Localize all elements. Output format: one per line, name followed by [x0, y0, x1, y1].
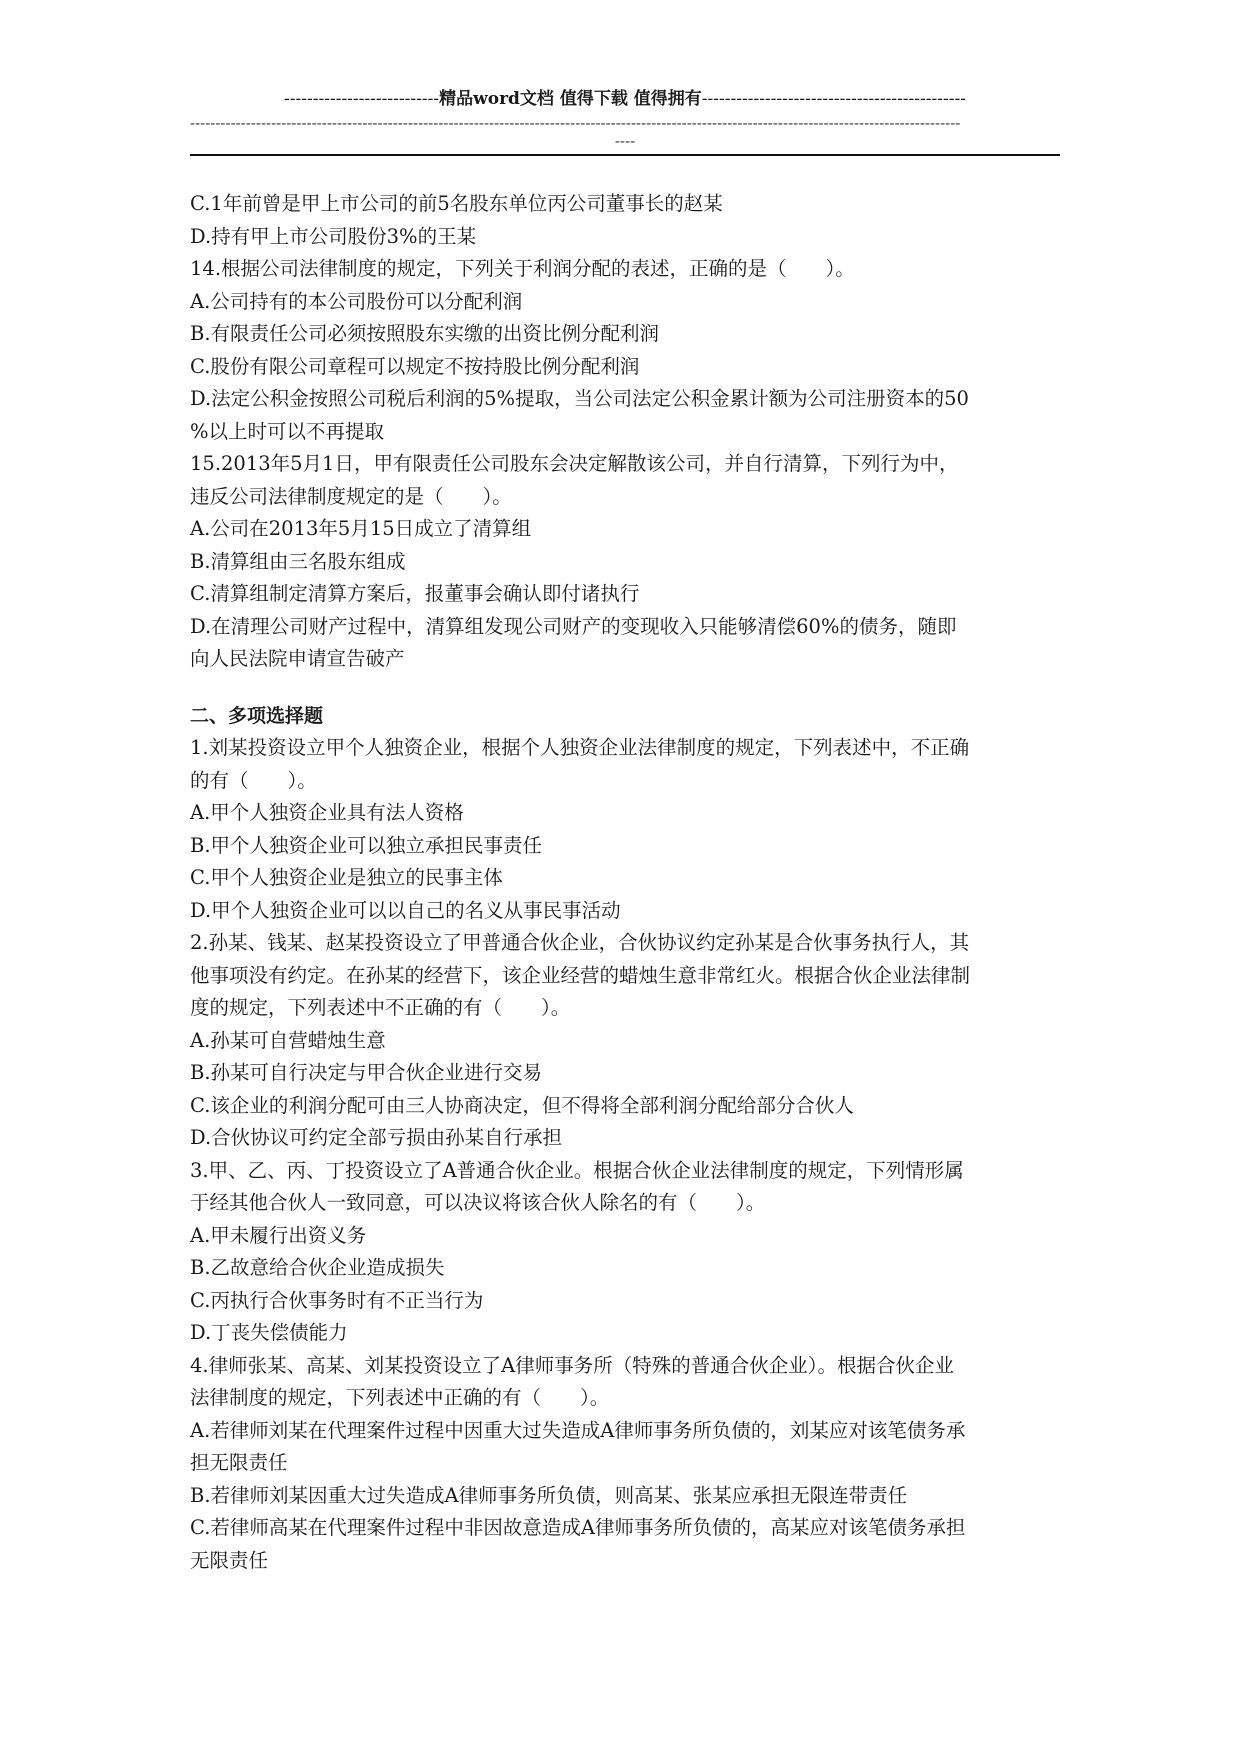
text-line: B.清算组由三名股东组成: [190, 549, 406, 573]
text-line: D.甲个人独资企业可以以自己的名义从事民事活动: [190, 898, 621, 922]
text-line: C.清算组制定清算方案后，报董事会确认即付诸执行: [190, 582, 640, 605]
text-line: A.甲个人独资企业具有法人资格: [190, 801, 464, 824]
text-line: 违反公司法律制度规定的是（ ）。: [190, 484, 512, 508]
text-line: 4.律师张某、高某、刘某投资设立了A律师事务所（特殊的普通合伙企业）。根据合伙企业: [190, 1353, 954, 1377]
text-line: D.合伙协议可约定全部亏损由孙某自行承担: [190, 1126, 563, 1149]
document-body: [190, 188, 1060, 1577]
header-rule: [190, 154, 1060, 156]
text-line: 于经其他合伙人一致同意，可以决议将该合伙人除名的有（ ）。: [190, 1191, 766, 1214]
single-choice-continued: [190, 188, 1060, 676]
text-line: B.孙某可自行决定与甲合伙企业进行交易: [190, 1061, 543, 1084]
header-dash-tail: ----: [614, 132, 636, 150]
text-line: 担无限责任: [190, 1451, 288, 1474]
text-line: 3.甲、乙、丙、丁投资设立了A普通合伙企业。根据合伙企业法律制度的规定，下列情形属: [190, 1158, 964, 1182]
text-line: A.甲未履行出资义务: [190, 1223, 367, 1247]
text-line: %以上时可以不再提取: [190, 419, 385, 443]
text-line: A.公司在2013年5月15日成立了清算组: [190, 517, 532, 540]
text-line: A.孙某可自营蜡烛生意: [190, 1028, 386, 1052]
text-line: 2.孙某、钱某、赵某投资设立了甲普通合伙企业，合伙协议约定孙某是合伙事务执行人，其: [190, 931, 970, 954]
text-line: 14.根据公司法律制度的规定，下列关于利润分配的表述，正确的是（ ）。: [190, 257, 855, 280]
text-line: 法律制度的规定，下列表述中正确的有（ ）。: [190, 1386, 610, 1409]
text-line: C.股份有限公司章程可以规定不按持股比例分配利润: [190, 354, 640, 378]
text-line: 度的规定，下列表述中不正确的有（ ）。: [190, 996, 571, 1019]
text-line: D.丁丧失偿债能力: [190, 1321, 348, 1344]
page-header: [190, 88, 1060, 156]
multiple-choice-questions: [190, 732, 1060, 1577]
text-line: 的有（ ）。: [190, 768, 317, 792]
text-line: C.甲个人独资企业是独立的民事主体: [190, 866, 503, 889]
text-line: C.该企业的利润分配可由三人协商决定，但不得将全部利润分配给部分合伙人: [190, 1093, 854, 1117]
text-line: B.有限责任公司必须按照股东实缴的出资比例分配利润: [190, 322, 660, 345]
text-line: C.丙执行合伙事务时有不正当行为: [190, 1288, 484, 1312]
text-line: D.法定公积金按照公司税后利润的5%提取，当公司法定公积金累计额为公司注册资本的50: [190, 387, 969, 410]
header-dashes-left: ---------------------------: [284, 89, 440, 109]
text-line: D.持有甲上市公司股份3%的王某: [190, 224, 477, 248]
text-line: A.若律师刘某在代理案件过程中因重大过失造成A律师事务所负债的，刘某应对该笔债务承: [190, 1418, 966, 1442]
section-spacer: [190, 676, 1060, 700]
section-title: 二、多项选择题: [190, 704, 324, 727]
header-dashes-right: ----------------------------------------------: [701, 89, 966, 109]
text-line: 1.刘某投资设立甲个人独资企业，根据个人独资企业法律制度的规定，下列表述中，不正确: [190, 736, 970, 759]
header-dash-line: --------------------------------------------------------------------------------------------------------------------------------------------------------: [190, 114, 961, 132]
text-line: A.公司持有的本公司股份可以分配利润: [190, 289, 523, 313]
text-line: 他事项没有约定。在孙某的经营下，该企业经营的蜡烛生意非常红火。根据合伙企业法律制: [190, 963, 971, 987]
text-line: D.在清理公司财产过程中，清算组发现公司财产的变现收入只能够清偿60%的债务，随即: [190, 614, 957, 638]
text-line: B.乙故意给合伙企业造成损失: [190, 1256, 445, 1279]
header-title: 精品word文档 值得下载 值得拥有: [439, 89, 702, 109]
text-line: B.甲个人独资企业可以独立承担民事责任: [190, 833, 543, 857]
text-line: 向人民法院申请宣告破产: [190, 647, 405, 670]
text-line: 15.2013年5月1日，甲有限责任公司股东会决定解散该公司，并自行清算，下列行为中，: [190, 452, 959, 475]
text-line: B.若律师刘某因重大过失造成A律师事务所负债，则高某、张某应承担无限连带责任: [190, 1483, 908, 1507]
text-line: C.1年前曾是甲上市公司的前5名股东单位丙公司董事长的赵某: [190, 192, 723, 215]
text-line: C.若律师高某在代理案件过程中非因故意造成A律师事务所负债的，高某应对该笔债务承担: [190, 1516, 966, 1539]
header-banner: [190, 88, 1060, 110]
text-line: 无限责任: [190, 1548, 269, 1572]
